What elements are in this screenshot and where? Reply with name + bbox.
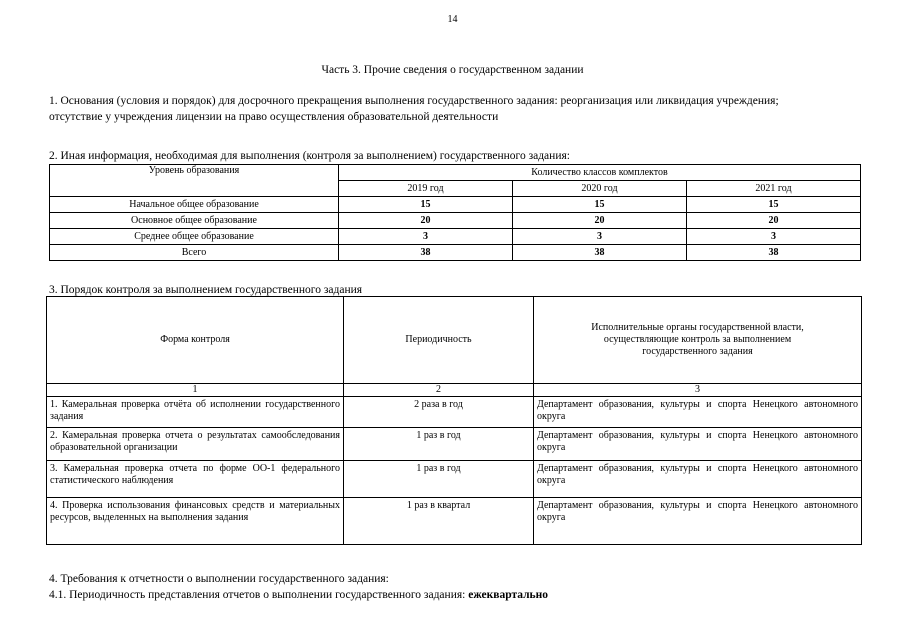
header-periodicity: Периодичность [344,297,534,384]
table-row [47,461,862,498]
section-4-1-value: ежеквартально [468,589,548,601]
section-2-title: 2. Иная информация, необходимая для выполнения (контроля за выполнением) государственного задания: [49,150,570,162]
year-header: 2021 год [686,181,860,197]
control-form-cell: 2. Камеральная проверка отчета о результатах самообследования образовательной организации [47,428,344,461]
cell-value: 3 [512,229,686,245]
header-control-form: Форма контроля [47,297,344,384]
column-index: 2 [344,384,534,397]
table-row [50,213,861,229]
column-index: 3 [534,384,862,397]
table-row [50,229,861,245]
row-label: Основное общее образование [50,213,339,229]
control-form-cell: 3. Камеральная проверка отчета по форме ОО-1 федерального статистического наблюдения [47,461,344,498]
year-header: 2020 год [512,181,686,197]
periodicity-cell: 1 раз в год [344,461,534,498]
section-1-text: 1. Основания (условия и порядок) для досрочного прекращения выполнения государственного задания: реорганизация или ликвидация учреждения; отсутствие у учреждения лицензии на право осуществления образовательной деятельности [49,95,779,123]
header-class-count: Количество классов комплектов [339,165,861,181]
section-4-1-label: 4.1. Периодичность представления отчетов о выполнении государственного задания: [49,589,469,601]
cell-value: 3 [339,229,513,245]
header-control-bodies-text: Исполнительные органы государственной власти, осуществляющие контроль за выполнением государственного задания [591,322,804,357]
class-count-table [49,164,861,261]
control-body-cell: Департамент образования, культуры и спорта Ненецкого автономного округа [534,498,862,545]
table-row [50,197,861,213]
header-control-bodies [534,297,862,384]
cell-value: 38 [686,245,860,261]
cell-value: 20 [512,213,686,229]
table-row [47,397,862,428]
table-row [47,428,862,461]
part-title: Часть 3. Прочие сведения о государственном задании [321,64,584,76]
row-label: Среднее общее образование [50,229,339,245]
cell-value: 20 [339,213,513,229]
table-row [47,498,862,545]
year-header: 2019 год [339,181,513,197]
control-form-cell: 4. Проверка использования финансовых средств и материальных ресурсов, выделенных на выполнения задания [47,498,344,545]
periodicity-cell: 1 раз в квартал [344,498,534,545]
section-4-1 [49,587,849,603]
row-label: Всего [50,245,339,261]
periodicity-cell: 2 раза в год [344,397,534,428]
cell-value: 38 [512,245,686,261]
control-form-cell: 1. Камеральная проверка отчёта об исполнении государственного задания [47,397,344,428]
section-4-title: 4. Требования к отчетности о выполнении государственного задания: [49,573,389,585]
cell-value: 15 [512,197,686,213]
column-index: 1 [47,384,344,397]
control-procedure-table [46,296,862,545]
cell-value: 38 [339,245,513,261]
cell-value: 15 [686,197,860,213]
page-number: 14 [447,14,458,25]
table-row-total [50,245,861,261]
cell-value: 15 [339,197,513,213]
section-3-title: 3. Порядок контроля за выполнением государственного задания [49,284,363,296]
row-label: Начальное общее образование [50,197,339,213]
control-body-cell: Департамент образования, культуры и спорта Ненецкого автономного округа [534,397,862,428]
control-body-cell: Департамент образования, культуры и спорта Ненецкого автономного округа [534,428,862,461]
control-body-cell: Департамент образования, культуры и спорта Ненецкого автономного округа [534,461,862,498]
cell-value: 20 [686,213,860,229]
cell-value: 3 [686,229,860,245]
periodicity-cell: 1 раз в год [344,428,534,461]
header-education-level: Уровень образования [50,165,339,197]
